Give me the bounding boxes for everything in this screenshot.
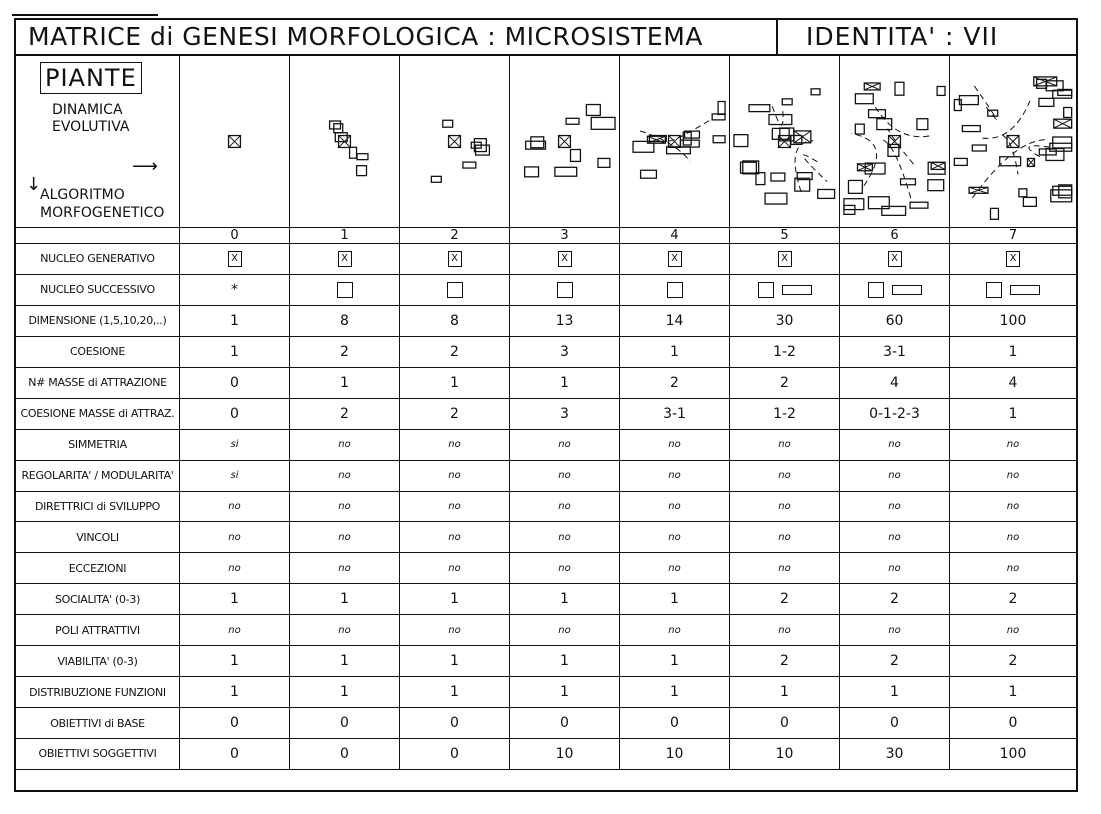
matrix-value: no [400, 430, 510, 461]
matrix-value: no [840, 615, 950, 646]
row-label: REGOLARITA' / MODULARITA' [16, 461, 180, 492]
matrix-value: 0 [180, 368, 290, 399]
matrix-value: 2 [840, 646, 950, 677]
matrix-value: 1 [510, 646, 620, 677]
matrix-value: 4 [950, 368, 1076, 399]
matrix-value: 0 [840, 708, 950, 739]
matrix-value [730, 275, 840, 306]
header-legend-cell [16, 56, 180, 228]
row-label: VINCOLI [16, 522, 180, 553]
matrix-value: 1 [180, 677, 290, 708]
matrix-value: 13 [510, 306, 620, 337]
matrix-value: 2 [400, 399, 510, 430]
cross-box-icon: X [888, 251, 902, 267]
matrix-value: no [950, 492, 1076, 523]
column-index: 4 [620, 228, 730, 244]
matrix-value: no [180, 553, 290, 584]
matrix-value: no [950, 461, 1076, 492]
column-index: 5 [730, 228, 840, 244]
matrix-value: 0 [180, 708, 290, 739]
matrix-value: 1-2 [730, 337, 840, 368]
matrix-value: no [950, 615, 1076, 646]
matrix-value: 1 [510, 584, 620, 615]
matrix-value: no [730, 615, 840, 646]
square-icon [337, 282, 353, 298]
matrix-value [510, 244, 620, 275]
algoritmo-morfogenetico-label: ALGORITMO MORFOGENETICO [40, 187, 165, 221]
matrix-value: 1 [180, 646, 290, 677]
matrix-value: 3 [510, 337, 620, 368]
matrix-value: no [620, 430, 730, 461]
plan-sketch-2 [400, 56, 510, 228]
matrix-value: no [840, 492, 950, 523]
matrix-value: si [180, 461, 290, 492]
row-label: OBIETTIVI SOGGETTIVI [16, 739, 180, 770]
matrix-value: no [400, 615, 510, 646]
matrix-value: no [290, 492, 400, 523]
title-separator [776, 20, 778, 54]
cross-box-icon: X [338, 251, 352, 267]
row-label: DISTRIBUZIONE FUNZIONI [16, 677, 180, 708]
matrix-value: no [510, 430, 620, 461]
matrix-value: 100 [950, 739, 1076, 770]
matrix-value: no [400, 522, 510, 553]
matrix-value: 1 [620, 337, 730, 368]
matrix-value: no [290, 553, 400, 584]
square-icon [758, 282, 774, 298]
matrix-value: 1 [510, 368, 620, 399]
matrix-value: 1 [400, 677, 510, 708]
matrix-value: 1 [730, 677, 840, 708]
matrix-value: 0 [510, 708, 620, 739]
matrix-value: 1 [620, 646, 730, 677]
row-label: VIABILITA' (0-3) [16, 646, 180, 677]
matrix-value: 2 [730, 584, 840, 615]
arrow-down-icon: ↓ [26, 174, 42, 195]
matrix-value: 2 [730, 646, 840, 677]
square-icon [868, 282, 884, 298]
matrix-value: no [400, 492, 510, 523]
matrix-value: no [510, 553, 620, 584]
matrix-value: 0 [290, 708, 400, 739]
matrix-value [950, 275, 1076, 306]
matrix-value: 1 [620, 584, 730, 615]
matrix-value: no [510, 492, 620, 523]
matrix-value: no [290, 615, 400, 646]
matrix-value: no [400, 461, 510, 492]
cross-box-icon: X [228, 251, 242, 267]
row-label: N# MASSE di ATTRAZIONE [16, 368, 180, 399]
matrix-value: 2 [400, 337, 510, 368]
plan-sketch-4 [620, 56, 730, 228]
column-index: 6 [840, 228, 950, 244]
row-label: POLI ATTRATTIVI [16, 615, 180, 646]
matrix-value: no [510, 522, 620, 553]
matrix-value: 0 [180, 739, 290, 770]
matrix-value: no [180, 522, 290, 553]
cross-box-icon: X [668, 251, 682, 267]
matrix-value: 1-2 [730, 399, 840, 430]
row-label: NUCLEO SUCCESSIVO [16, 275, 180, 306]
matrix-value: no [620, 492, 730, 523]
matrix-value: no [730, 522, 840, 553]
matrix-value: no [730, 492, 840, 523]
matrix-value: no [950, 430, 1076, 461]
square-icon [667, 282, 683, 298]
plan-sketch-3 [510, 56, 620, 228]
matrix-value: no [840, 522, 950, 553]
row-label: DIMENSIONE (1,5,10,20,..) [16, 306, 180, 337]
matrix-value: 0 [400, 739, 510, 770]
matrix-value: 1 [180, 337, 290, 368]
matrix-value: 1 [840, 677, 950, 708]
column-index: 0 [180, 228, 290, 244]
row-label: NUCLEO GENERATIVO [16, 244, 180, 275]
matrix-value: 1 [400, 584, 510, 615]
matrix-value [290, 275, 400, 306]
matrix-value [620, 244, 730, 275]
matrix-value [840, 244, 950, 275]
square-icon [557, 282, 573, 298]
matrix-value: 3-1 [840, 337, 950, 368]
column-index: 1 [290, 228, 400, 244]
matrix-value [840, 275, 950, 306]
rectangle-icon [892, 285, 922, 295]
matrix-value: no [620, 461, 730, 492]
matrix-value: 2 [290, 399, 400, 430]
matrix-value: * [180, 275, 290, 306]
matrix-value: 2 [950, 584, 1076, 615]
matrix-value: 10 [620, 739, 730, 770]
matrix-value: no [510, 461, 620, 492]
matrix-value: no [730, 430, 840, 461]
matrix-value: 1 [290, 677, 400, 708]
column-index: 3 [510, 228, 620, 244]
matrix-value: 1 [290, 368, 400, 399]
row-label: SIMMETRIA [16, 430, 180, 461]
matrix-title: MATRICE di GENESI MORFOLOGICA : MICROSISTEMA [28, 22, 703, 51]
matrix-value: 0 [950, 708, 1076, 739]
matrix-value [400, 244, 510, 275]
matrix-value: 30 [730, 306, 840, 337]
matrix-value [510, 275, 620, 306]
matrix-value: 0 [620, 708, 730, 739]
matrix-value: 0 [730, 708, 840, 739]
matrix-value: 1 [620, 677, 730, 708]
column-index: 7 [950, 228, 1076, 244]
square-icon [986, 282, 1002, 298]
matrix-value [620, 275, 730, 306]
matrix-value: no [620, 522, 730, 553]
matrix-value: 2 [950, 646, 1076, 677]
matrix-value: no [730, 553, 840, 584]
matrix-value: 14 [620, 306, 730, 337]
matrix-sheet [14, 18, 1078, 792]
identity-label: IDENTITA' : VII [806, 22, 999, 51]
matrix-value: 0 [400, 708, 510, 739]
matrix-value: 1 [950, 399, 1076, 430]
matrix-value: 100 [950, 306, 1076, 337]
rectangle-icon [782, 285, 812, 295]
matrix-value: no [290, 522, 400, 553]
matrix-value: 0 [290, 739, 400, 770]
matrix-value: 1 [180, 306, 290, 337]
dinamica-evolutiva-label: DINAMICA EVOLUTIVA [52, 102, 130, 135]
matrix-value: 1 [180, 584, 290, 615]
matrix-value: no [950, 553, 1076, 584]
matrix-value: no [840, 430, 950, 461]
matrix-value: 1 [400, 368, 510, 399]
matrix-value [400, 275, 510, 306]
matrix-value: no [290, 430, 400, 461]
matrix-value: no [620, 553, 730, 584]
plan-sketch-5 [730, 56, 840, 228]
matrix-value: no [290, 461, 400, 492]
matrix-value [290, 244, 400, 275]
arrow-right-icon: ⟶ [132, 156, 158, 177]
row-label: COESIONE MASSE di ATTRAZ. [16, 399, 180, 430]
cross-box-icon: X [558, 251, 572, 267]
matrix-value: no [840, 461, 950, 492]
matrix-value: 2 [620, 368, 730, 399]
piante-label: PIANTE [40, 62, 142, 94]
matrix-value: 3 [510, 399, 620, 430]
column-index: 2 [400, 228, 510, 244]
matrix-value: 2 [290, 337, 400, 368]
plan-sketch-6 [840, 56, 950, 228]
matrix-value: 1 [400, 646, 510, 677]
matrix-grid [16, 56, 1076, 790]
matrix-value [730, 244, 840, 275]
matrix-value [950, 244, 1076, 275]
matrix-value: 10 [730, 739, 840, 770]
matrix-value: 1 [290, 584, 400, 615]
matrix-value: no [180, 492, 290, 523]
cross-box-icon: X [1006, 251, 1020, 267]
plan-sketch-1 [290, 56, 400, 228]
row-label: SOCIALITA' (0-3) [16, 584, 180, 615]
square-icon [447, 282, 463, 298]
matrix-value: no [730, 461, 840, 492]
matrix-value: no [400, 553, 510, 584]
matrix-value: 8 [290, 306, 400, 337]
matrix-value: 0-1-2-3 [840, 399, 950, 430]
plan-sketch-7 [950, 56, 1076, 228]
title-bar [16, 20, 1076, 56]
matrix-value: 3-1 [620, 399, 730, 430]
cross-box-icon: X [778, 251, 792, 267]
matrix-value: 1 [950, 677, 1076, 708]
matrix-value [180, 244, 290, 275]
matrix-value: no [950, 522, 1076, 553]
plan-sketch-0 [180, 56, 290, 228]
matrix-value: 10 [510, 739, 620, 770]
matrix-value: 60 [840, 306, 950, 337]
matrix-value: si [180, 430, 290, 461]
matrix-value: 30 [840, 739, 950, 770]
matrix-value: 4 [840, 368, 950, 399]
matrix-value: no [840, 553, 950, 584]
top-rule [12, 14, 158, 16]
row-label: COESIONE [16, 337, 180, 368]
matrix-value: no [510, 615, 620, 646]
matrix-value: 1 [950, 337, 1076, 368]
matrix-value: 8 [400, 306, 510, 337]
index-row-label [16, 228, 180, 244]
row-label: OBIETTIVI di BASE [16, 708, 180, 739]
matrix-value: 1 [510, 677, 620, 708]
rectangle-icon [1010, 285, 1040, 295]
matrix-value: 1 [290, 646, 400, 677]
row-label: ECCEZIONI [16, 553, 180, 584]
matrix-value: no [180, 615, 290, 646]
matrix-value: no [620, 615, 730, 646]
matrix-value: 2 [730, 368, 840, 399]
row-label: DIRETTRICI di SVILUPPO [16, 492, 180, 523]
matrix-value: 2 [840, 584, 950, 615]
cross-box-icon: X [448, 251, 462, 267]
matrix-value: 0 [180, 399, 290, 430]
